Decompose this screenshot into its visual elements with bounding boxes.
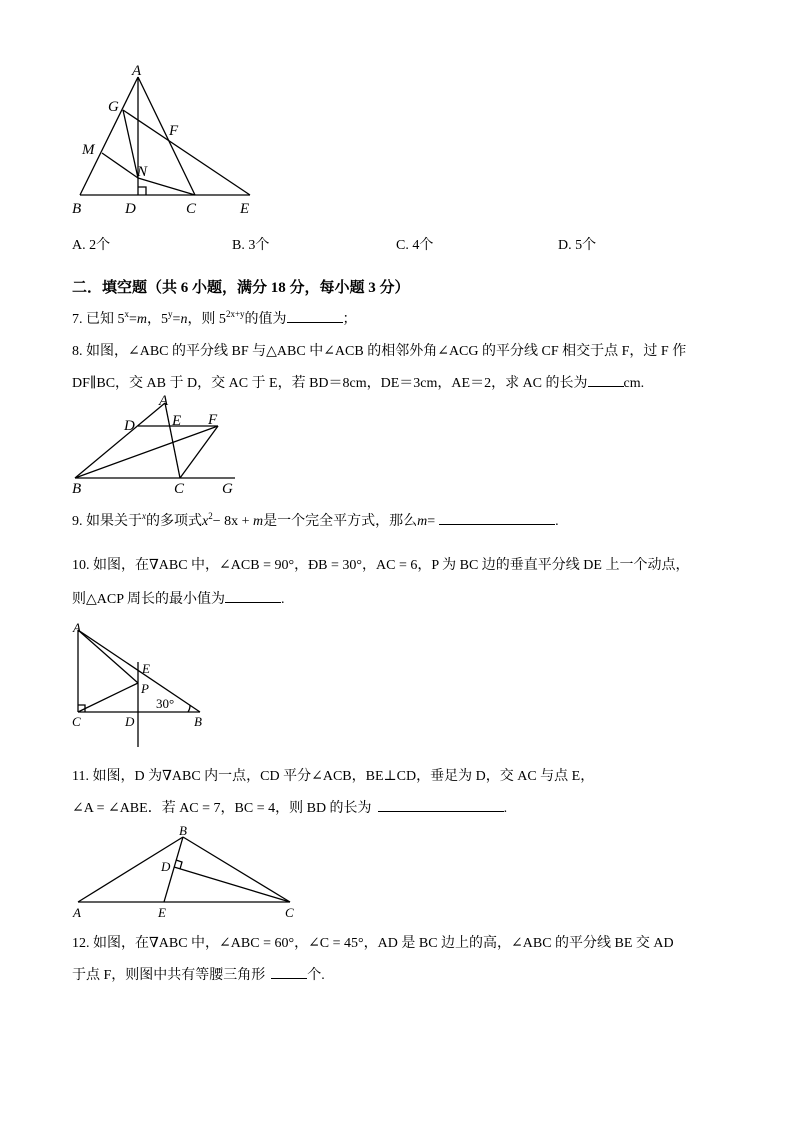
label-B: B xyxy=(194,714,202,729)
q7-text-1: 已知 5 xyxy=(86,312,125,327)
segment-AB xyxy=(75,403,165,478)
label-C: C xyxy=(72,714,81,729)
section-heading: 二．填空题（共 6 小题，满分 18 分，每小题 3 分） xyxy=(72,280,410,296)
label-C: C xyxy=(186,201,197,217)
q9-x: x xyxy=(142,511,146,521)
figure-q10 xyxy=(70,622,220,752)
q7-eq-2: = xyxy=(172,312,181,327)
question-11-line1: 11. 如图，D 为∇ABC 内一点，CD 平分∠ACB，BE⊥CD，垂足为 D，交 AC 与点 E， xyxy=(72,769,595,784)
q10-answer-blank[interactable] xyxy=(225,588,281,603)
q7-eq-1: = xyxy=(129,312,137,327)
q11-end: . xyxy=(503,801,508,816)
q7-sup-2xy: 2x+y xyxy=(225,309,245,319)
label-E: E xyxy=(158,905,166,920)
question-12-line2 xyxy=(72,964,325,984)
label-D: D xyxy=(125,201,136,217)
angle-arc xyxy=(188,705,190,712)
q10-text: 则△ACP 周长的最小值为 xyxy=(72,592,225,607)
q10-end: . xyxy=(280,592,285,607)
question-8-line2 xyxy=(72,372,644,392)
option-b[interactable]: B. 3个 xyxy=(232,238,270,253)
q11-answer-blank[interactable] xyxy=(378,797,504,812)
option-a[interactable]: A. 2个 xyxy=(72,238,111,253)
segment-GN xyxy=(123,110,138,178)
q8-text: DF∥BC，交 AB 于 D，交 AC 于 E，若 BD＝8cm，DE＝3cm，AE＝2，求 AC 的长为 xyxy=(72,376,588,391)
q9-end: . xyxy=(555,514,559,529)
label-E: E xyxy=(172,413,182,429)
figure-q11 xyxy=(70,820,310,925)
label-P: P xyxy=(141,681,149,696)
q9-text-b: 的多项式 xyxy=(146,514,202,529)
q7-text-3: ，5 xyxy=(147,312,169,327)
label-F: F xyxy=(208,412,218,428)
q8-unit: cm. xyxy=(623,376,645,391)
q12-answer-blank[interactable] xyxy=(271,964,307,979)
q7-answer-blank[interactable] xyxy=(287,308,343,323)
question-10-line1: 10. 如图，在∇ABC 中，∠ACB = 90°，ÐB = 30°，AC = 6，P 为 BC 边的垂直平分线 DE 上一个动点， xyxy=(72,558,690,573)
segment-GE xyxy=(123,110,250,195)
label-B: B xyxy=(72,201,82,217)
q7-sup-y: y xyxy=(168,309,173,319)
q9-expr-sup: 2 xyxy=(208,511,213,521)
q7-n: n xyxy=(180,312,188,327)
label-angle-30: 30° xyxy=(156,696,175,711)
label-C: C xyxy=(285,905,294,920)
option-c[interactable]: C. 4个 xyxy=(396,238,434,253)
question-7 xyxy=(72,308,357,328)
q7-number: 7. xyxy=(72,312,83,327)
q7-end: ； xyxy=(342,312,357,327)
label-A: A xyxy=(73,620,81,635)
q12-text: 于点 F，则图中共有等腰三角形 xyxy=(72,968,266,983)
figure-q8 xyxy=(70,393,270,498)
label-G: G xyxy=(222,481,233,497)
segment-CP xyxy=(78,683,138,712)
right-angle-mark xyxy=(138,187,146,195)
figure-q6 xyxy=(70,65,270,220)
q7-text-6: 的值为 xyxy=(244,312,287,327)
q11-text: ∠A = ∠ABE．若 AC = 7，BC = 4，则 BD 的长为 xyxy=(72,801,372,816)
label-D: D xyxy=(124,418,135,434)
label-E: E xyxy=(240,201,250,217)
question-8-line1: 8. 如图，∠ABC 的平分线 BF 与△ABC 中∠ACB 的相邻外角∠ACG 的平分线 CF 相交于点 F，过 F 作 xyxy=(72,344,687,359)
q9-m: m xyxy=(417,514,428,529)
q7-sup-x: x xyxy=(124,309,129,319)
segment-AP xyxy=(78,630,138,683)
label-M: M xyxy=(82,142,95,158)
q9-expr-x: x xyxy=(202,514,209,529)
label-D: D xyxy=(125,714,135,729)
label-G: G xyxy=(108,99,119,115)
segment-BC xyxy=(183,837,290,902)
segment-MN xyxy=(102,153,138,178)
q8-answer-blank[interactable] xyxy=(588,372,624,387)
label-D: D xyxy=(161,859,171,874)
segment-BF xyxy=(75,426,218,478)
q7-m: m xyxy=(136,312,148,327)
question-9 xyxy=(72,510,559,530)
segment-AB xyxy=(78,630,200,712)
label-C: C xyxy=(174,481,185,497)
q9-text-c: 是一个完全平方式，那么 xyxy=(263,514,418,529)
label-F: F xyxy=(169,123,179,139)
label-A: A xyxy=(159,393,169,409)
q9-expr-rest: − 8x + xyxy=(212,514,254,529)
label-A: A xyxy=(132,63,142,79)
q9-expr-m: m xyxy=(253,514,264,529)
label-A: A xyxy=(73,905,81,920)
segment-CF xyxy=(180,426,218,478)
q7-text-5: ，则 5 xyxy=(187,312,226,327)
label-E: E xyxy=(142,661,150,676)
q12-end: 个. xyxy=(307,968,325,983)
option-d[interactable]: D. 5个 xyxy=(558,238,597,253)
label-N: N xyxy=(137,164,148,180)
question-11-line2 xyxy=(72,797,507,817)
q9-answer-blank[interactable] xyxy=(439,510,555,525)
segment-CD xyxy=(174,867,290,902)
question-10-line2 xyxy=(72,588,284,608)
q9-eq: = xyxy=(427,514,436,529)
label-B: B xyxy=(72,481,82,497)
label-B: B xyxy=(179,823,187,838)
q9-text-a: 9. 如果关于 xyxy=(72,514,142,529)
question-12-line1: 12. 如图，在∇ABC 中，∠ABC = 60°，∠C = 45°，AD 是 BC 边上的高，∠ABC 的平分线 BE 交 AD xyxy=(72,936,674,951)
